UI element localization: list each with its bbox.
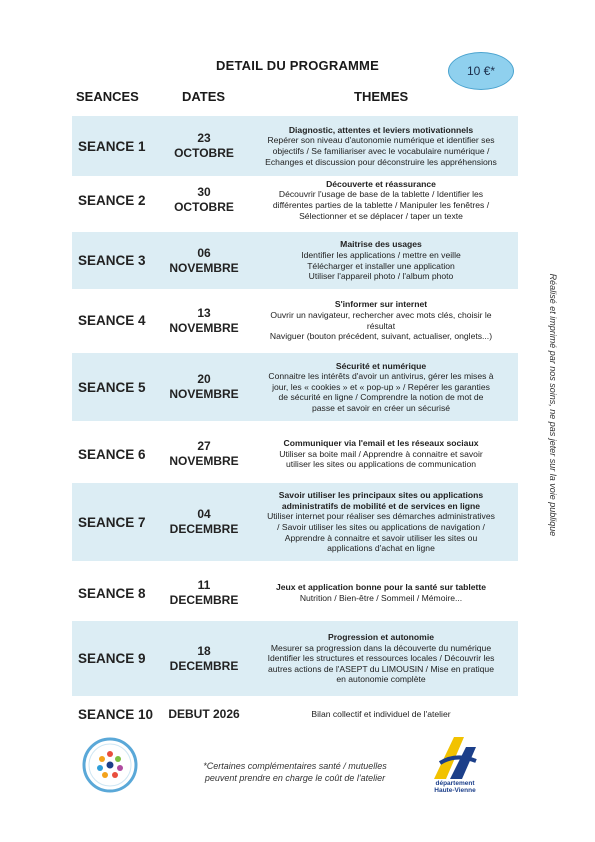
session-date-line: 11: [197, 578, 211, 592]
session-date-line: DEBUT 2026: [168, 706, 240, 721]
logo-label-2: Haute-Vienne: [434, 787, 476, 794]
session-theme-title: S'informer sur internet: [334, 299, 428, 310]
session-theme-line: Connaitre les intérêts d'avoir un antivirus, gérer les mises à: [268, 371, 494, 382]
session-date-line: 23: [197, 131, 211, 145]
haute-vienne-logo: [420, 733, 490, 799]
session-name: SEANCE 4: [78, 313, 146, 328]
session-theme-title: administratifs de mobilité et de services en ligne: [281, 500, 481, 511]
session-theme-line: Utiliser sa boite mail / Apprendre à connaitre et savoir: [279, 448, 483, 459]
session-row: [72, 570, 518, 616]
session-theme-line: de sécurité en ligne / Comprendre la notion de mot de: [278, 392, 484, 403]
session-date: [168, 174, 240, 226]
session-date: [168, 232, 240, 289]
session-theme-line: Echanges et discussion pour déconstruire les appréhensions: [265, 156, 497, 167]
session-date-line: DECEMBRE: [169, 658, 239, 673]
session-themes: [244, 570, 518, 616]
session-date-line: 27: [197, 439, 211, 453]
session-name: SEANCE 8: [78, 585, 146, 601]
session-theme-line: applications d'achat en ligne: [327, 543, 435, 554]
session-date-line: NOVEMBRE: [169, 454, 239, 468]
session-theme-line: Utiliser internet pour réaliser ses démarches administratives: [267, 511, 495, 522]
session-row: [72, 232, 518, 289]
session-theme-line: Apprendre à connaitre et savoir utiliser les sites ou: [284, 532, 478, 543]
session-theme-line: Découvrir l'usage de base de la tablette / Identifier les: [278, 189, 484, 200]
session-date-line: NOVEMBRE: [169, 260, 239, 275]
session-date-line: 06: [197, 245, 211, 260]
session-themes: [244, 232, 518, 289]
session-theme-line: autres actions de l'ASEPT du LIMOUSIN / Mise en pratique: [268, 663, 494, 674]
session-theme-line: Télécharger et installer une application: [307, 260, 455, 271]
price-badge: 10 €*: [448, 52, 514, 90]
session-themes: [244, 700, 518, 728]
session-name: SEANCE 5: [78, 379, 146, 395]
session-date-line: NOVEMBRE: [169, 387, 239, 401]
session-theme-line: Nutrition / Bien-être / Sommeil / Mémoire...: [299, 593, 463, 603]
session-theme-line: différentes parties de la tablette / Manipuler les fenêtres /: [272, 200, 490, 210]
session-theme-line: résultat: [366, 320, 396, 331]
session-themes: [244, 116, 518, 176]
session-theme-line: Ouvrir un navigateur, rechercher avec mots clés, choisir le: [270, 309, 492, 320]
session-date-line: 18: [197, 643, 211, 658]
session-row: [72, 353, 518, 421]
session-date-line: 04: [197, 507, 211, 521]
session-name: SEANCE 2: [78, 192, 146, 208]
session-date: [168, 291, 240, 350]
session-theme-line: Bilan collectif et individuel de l'atelier: [311, 708, 451, 719]
session-theme-title: Diagnostic, attentes et leviers motivationnels: [288, 124, 474, 135]
session-theme-line: Identifier les applications / mettre en veille: [301, 249, 461, 260]
session-date-line: DECEMBRE: [169, 522, 239, 536]
session-row: [72, 174, 518, 226]
session-date: [168, 621, 240, 696]
session-date-line: 20: [197, 372, 211, 386]
side-note: [543, 245, 563, 565]
session-theme-line: Repérer son niveau d'autonomie numérique et identifier ses: [267, 135, 495, 146]
session-date: [168, 427, 240, 481]
session-row: [72, 291, 518, 350]
column-header-themes: THEMES: [354, 89, 409, 104]
session-date: [168, 353, 240, 421]
session-theme-title: Communiquer via l'email et les réseaux sociaux: [283, 438, 479, 449]
session-date: [168, 570, 240, 616]
session-theme-line: en autonomie complète: [336, 674, 426, 685]
session-date-line: OCTOBRE: [174, 146, 234, 160]
session-theme-title: Sécurité et numérique: [335, 360, 427, 371]
session-themes: [244, 353, 518, 421]
column-header-sessions: SEANCES: [76, 89, 139, 104]
session-theme-title: Jeux et application bonne pour la santé sur tablette: [275, 582, 487, 593]
footer-note-line-2: peuvent prendre en charge le coût de l'atelier: [204, 773, 386, 783]
session-row: [72, 700, 518, 728]
logo-label-1: département: [435, 780, 475, 787]
session-themes: [244, 621, 518, 696]
session-theme-line: utiliser les sites ou applications de communication: [285, 459, 477, 470]
session-row: [72, 621, 518, 696]
session-theme-line: objectifs / Se familiariser avec le vocabulaire numérique /: [272, 146, 490, 156]
page-title: DETAIL DU PROGRAMME: [216, 58, 379, 73]
session-name: SEANCE 9: [78, 651, 146, 666]
session-name: SEANCE 3: [78, 253, 146, 268]
session-theme-line: jour, les « cookies » et « pop-up » / Repérer les garanties: [272, 381, 490, 392]
session-date: [168, 483, 240, 561]
column-header-dates: DATES: [182, 89, 226, 104]
session-theme-line: Identifier les structures et ressources locales / Découvrir les: [267, 653, 495, 664]
session-date-line: DECEMBRE: [169, 593, 239, 607]
session-themes: [244, 291, 518, 350]
session-date: [168, 700, 240, 728]
session-name: SEANCE 1: [78, 138, 146, 154]
session-row: [72, 427, 518, 481]
session-themes: [244, 427, 518, 481]
session-theme-title: Savoir utiliser les principaux sites ou applications: [278, 490, 484, 501]
session-theme-line: / Savoir utiliser les sites ou applications de navigation /: [277, 522, 485, 532]
session-themes: [244, 174, 518, 226]
session-date-line: OCTOBRE: [174, 200, 234, 214]
session-themes: [244, 483, 518, 561]
side-note-text: Réalisé et imprimé par nos soins, ne pas jeter sur la voie publique: [548, 273, 558, 537]
footer-note-line-1: *Certaines complémentaires santé / mutuelles: [203, 761, 387, 771]
session-date: [168, 116, 240, 176]
session-theme-title: Découverte et réassurance: [326, 178, 436, 189]
footer-note: [180, 760, 410, 784]
session-name: SEANCE 7: [78, 514, 146, 530]
session-row: [72, 483, 518, 561]
session-date-line: 13: [197, 305, 211, 320]
conference-financeurs-logo: [82, 737, 138, 793]
session-theme-line: Sélectionner et se déplacer / taper un texte: [299, 210, 463, 221]
session-date-line: NOVEMBRE: [169, 320, 239, 335]
session-name: SEANCE 6: [78, 446, 146, 462]
session-theme-title: Progression et autonomie: [327, 632, 434, 643]
session-theme-line: passe et savoir en créer un sécurisé: [311, 402, 451, 413]
session-theme-line: Naviguer (bouton précédent, suivant, actualiser, onglets...): [269, 331, 493, 342]
session-row: [72, 116, 518, 176]
session-theme-line: Utiliser l'appareil photo / l'album photo: [308, 271, 454, 282]
session-name: SEANCE 10: [78, 706, 154, 722]
session-theme-line: Mesurer sa progression dans la découverte du numérique: [270, 642, 492, 653]
session-theme-title: Maitrise des usages: [340, 239, 422, 250]
session-date-line: 30: [197, 185, 211, 199]
haute-vienne-emblem: [420, 733, 490, 781]
